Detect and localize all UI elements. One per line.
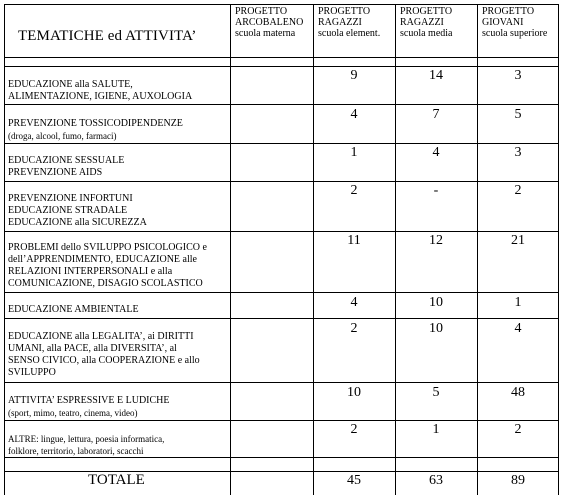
cell-value: 12 [429, 233, 443, 248]
row-label-line: (sport, mimo, teatro, cinema, video) [8, 408, 138, 418]
row-label-line: EDUCAZIONE alla SICUREZZA [8, 217, 147, 228]
table-top-border [4, 4, 559, 5]
row-label-line: ALTRE: lingue, lettura, poesia informatica, [8, 434, 165, 444]
column-header-ragazzi-elementari [318, 6, 380, 39]
row-label-line: COMUNICAZIONE, DISAGIO SCOLASTICO [8, 278, 203, 289]
col-4-left-border [477, 4, 478, 495]
row-5-bottom-border [4, 292, 559, 293]
col-3-left-border [395, 4, 396, 495]
cell-value: 9 [350, 68, 358, 83]
row-label-line: EDUCAZIONE AMBIENTALE [8, 304, 139, 315]
cell-value: 2 [350, 422, 358, 437]
cell-value: - [433, 183, 439, 198]
totale-value: 63 [429, 473, 443, 488]
cell-value: 10 [429, 321, 443, 336]
table-right-border [558, 4, 559, 495]
cell-value: 2 [514, 422, 522, 437]
cell-value: 4 [514, 321, 522, 336]
cell-value: 4 [350, 295, 358, 310]
column-header-ragazzi-media [400, 6, 452, 39]
table-title: TEMATICHE ed ATTIVITA’ [18, 28, 197, 44]
row-label-tossicodipendenze [8, 118, 183, 142]
row-label-infortuni [8, 193, 147, 229]
column-header-line3: scuola media [400, 28, 453, 39]
column-header-line2: RAGAZZI [318, 17, 362, 28]
row-label-line: PREVENZIONE INFORTUNI [8, 193, 133, 204]
column-header-giovani [482, 6, 547, 39]
cell-value: 4 [432, 145, 440, 160]
row-label-salute [8, 79, 192, 103]
column-header-arcobaleno [235, 6, 303, 39]
cell-value: 7 [432, 107, 440, 122]
row-label-espressive [8, 395, 170, 419]
row-label-line: folklore, territorio, laboratori, scacchi [8, 446, 144, 456]
spacer-bottom-border [4, 66, 559, 67]
row-label-line: SVILUPPO [8, 367, 56, 378]
column-header-line1: PROGETTO [318, 6, 371, 17]
row-label-sessuale [8, 155, 124, 179]
cell-value: 10 [429, 295, 443, 310]
row-label-line: UMANI, alla PACE, alla DIVERSITA’, al [8, 343, 177, 354]
cell-value: 14 [429, 68, 443, 83]
totale-value: 45 [347, 473, 361, 488]
row-label-line: ATTIVITA’ ESPRESSIVE E LUDICHE [8, 395, 170, 406]
row-label-line: EDUCAZIONE alla LEGALITA’, ai DIRITTI [8, 331, 194, 342]
row-label-line: PREVENZIONE TOSSICODIPENDENZE [8, 118, 183, 129]
row-label-line: EDUCAZIONE SESSUALE [8, 155, 125, 166]
row-label-line: EDUCAZIONE STRADALE [8, 205, 128, 216]
row-label-line: PREVENZIONE AIDS [8, 167, 103, 178]
row-9-bottom-border [4, 457, 559, 458]
column-header-line3: scuola superiore [482, 28, 548, 39]
row-label-line: (droga, alcool, fumo, farmaci) [8, 131, 117, 141]
totale-value: 89 [511, 473, 525, 488]
column-header-line1: PROGETTO [235, 6, 288, 17]
row-1-bottom-border [4, 104, 559, 105]
row-6-bottom-border [4, 318, 559, 319]
row-label-line: ALIMENTAZIONE, IGIENE, AUXOLOGIA [8, 91, 193, 102]
column-header-line2: RAGAZZI [400, 17, 444, 28]
row-label-line: EDUCAZIONE alla SALUTE, [8, 79, 133, 90]
row-label-altre [8, 433, 164, 457]
row-label-line: dell’APPRENDIMENTO, EDUCAZIONE alle [8, 254, 197, 265]
column-header-line3: scuola element. [318, 28, 381, 39]
cell-value: 21 [511, 233, 525, 248]
row-label-sviluppo-psicologico [8, 242, 207, 290]
row-label-line: SENSO CIVICO, alla COOPERAZIONE e allo [8, 355, 200, 366]
row-8-bottom-border [4, 420, 559, 421]
cell-value: 2 [514, 183, 522, 198]
row-2-bottom-border [4, 143, 559, 144]
cell-value: 4 [350, 107, 358, 122]
column-header-line3: scuola materna [235, 28, 296, 39]
cell-value: 3 [514, 68, 522, 83]
cell-value: 3 [514, 145, 522, 160]
row-3-bottom-border [4, 181, 559, 182]
col-2-left-border [313, 4, 314, 495]
row-label-line: RELAZIONI INTERPERSONALI e alla [8, 266, 173, 277]
cell-value: 5 [432, 385, 440, 400]
cell-value: 10 [347, 385, 361, 400]
cell-value: 1 [514, 295, 522, 310]
table-left-border [4, 4, 5, 495]
row-label-legalita [8, 331, 200, 379]
cell-value: 2 [350, 321, 358, 336]
cell-value: 5 [514, 107, 522, 122]
cell-value: 48 [511, 385, 525, 400]
header-bottom-border [4, 57, 559, 58]
column-header-line1: PROGETTO [400, 6, 453, 17]
cell-value: 1 [432, 422, 440, 437]
cell-value: 2 [350, 183, 358, 198]
row-label-line: PROBLEMI dello SVILUPPO PSICOLOGICO e [8, 242, 207, 253]
row-4-bottom-border [4, 231, 559, 232]
cell-value: 1 [350, 145, 358, 160]
col-1-left-border [230, 4, 231, 495]
row-label-ambientale [8, 304, 139, 316]
cell-value: 11 [347, 233, 361, 248]
totale-label: TOTALE [88, 472, 145, 488]
column-header-line2: GIOVANI [482, 17, 524, 28]
row-7-bottom-border [4, 382, 559, 383]
column-header-line2: ARCOBALENO [235, 17, 304, 28]
column-header-line1: PROGETTO [482, 6, 535, 17]
